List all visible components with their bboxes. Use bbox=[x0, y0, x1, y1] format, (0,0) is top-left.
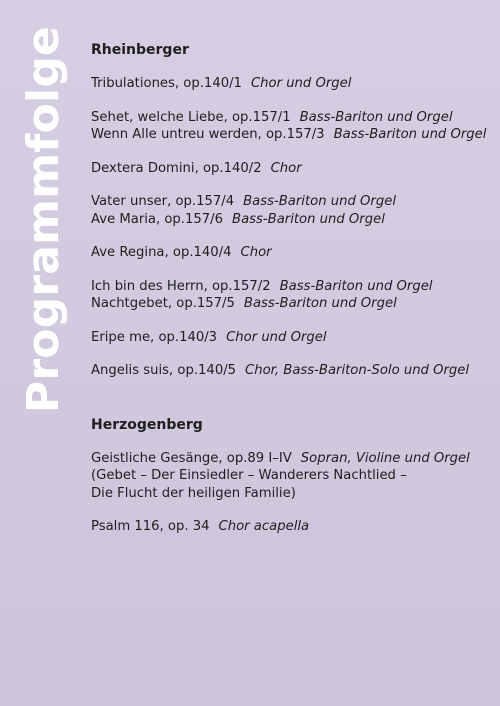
program-item bbox=[91, 362, 491, 380]
program-item bbox=[91, 126, 491, 144]
work-scoring: Bass-Bariton und Orgel bbox=[299, 109, 453, 125]
program-group bbox=[91, 278, 491, 313]
work-scoring: Chor und Orgel bbox=[250, 76, 352, 91]
program-group bbox=[91, 450, 491, 503]
program-item bbox=[91, 75, 491, 93]
work-scoring: Sopran, Violine und Orgel bbox=[300, 450, 470, 466]
program-group bbox=[91, 329, 491, 347]
work-title: Ave Maria, op.157/6 bbox=[91, 211, 224, 227]
program-group bbox=[91, 518, 491, 536]
work-title: Wenn Alle untreu werden, op.157/3 bbox=[91, 127, 325, 142]
program-item bbox=[91, 160, 491, 178]
program-item bbox=[91, 193, 491, 211]
work-scoring: Bass-Bariton und Orgel bbox=[243, 296, 397, 311]
program-group bbox=[91, 109, 491, 144]
program-item bbox=[91, 244, 491, 262]
work-scoring: Chor und Orgel bbox=[226, 329, 327, 345]
work-title: Ich bin des Herrn, op.157/2 bbox=[91, 278, 271, 294]
program-group bbox=[91, 160, 491, 178]
work-title: Sehet, welche Liebe, op.157/1 bbox=[91, 109, 291, 125]
program-item bbox=[91, 211, 491, 229]
work-title: Nachtgebet, op.157/5 bbox=[91, 296, 235, 311]
work-note: (Gebet – Der Einsiedler – Wanderers Nachtlied – bbox=[91, 468, 407, 483]
vertical-title-box bbox=[18, 25, 70, 414]
program-item bbox=[91, 295, 491, 313]
work-title: Geistliche Gesänge, op.89 I–IV bbox=[91, 450, 292, 466]
section-rheinberger bbox=[91, 41, 491, 380]
work-title: Psalm 116, op. 34 bbox=[91, 519, 210, 534]
work-title: Dextera Domini, op.140/2 bbox=[91, 160, 262, 176]
work-scoring: Chor acapella bbox=[218, 519, 310, 534]
program-group bbox=[91, 362, 491, 380]
work-title: Ave Regina, op.140/4 bbox=[91, 245, 232, 260]
program-item bbox=[91, 518, 491, 536]
work-scoring: Chor, Bass-Bariton-Solo und Orgel bbox=[245, 363, 470, 378]
vertical-title: Programmfolge bbox=[18, 25, 70, 414]
work-scoring: Bass-Bariton und Orgel bbox=[333, 127, 487, 142]
program-group bbox=[91, 193, 491, 228]
work-scoring: Chor bbox=[240, 245, 272, 260]
work-title: Angelis suis, op.140/5 bbox=[91, 363, 237, 378]
work-scoring: Bass-Bariton und Orgel bbox=[243, 194, 396, 209]
program-item bbox=[91, 109, 491, 127]
program-list bbox=[91, 41, 491, 536]
program-item bbox=[91, 278, 491, 296]
program-group bbox=[91, 244, 491, 262]
work-scoring: Chor bbox=[270, 160, 302, 176]
section-herzogenberg bbox=[91, 416, 491, 536]
work-title: Tribulationes, op.140/1 bbox=[91, 76, 242, 91]
program-group bbox=[91, 75, 491, 93]
work-scoring: Bass-Bariton und Orgel bbox=[232, 211, 385, 227]
composer-heading: Herzogenberg bbox=[91, 416, 203, 433]
work-title: Vater unser, op.157/4 bbox=[91, 194, 235, 209]
work-title: Eripe me, op.140/3 bbox=[91, 329, 218, 345]
program-item bbox=[91, 450, 491, 468]
composer-heading: Rheinberger bbox=[91, 42, 189, 58]
work-scoring: Bass-Bariton und Orgel bbox=[279, 278, 433, 294]
program-item bbox=[91, 329, 491, 347]
work-note: Die Flucht der heiligen Familie) bbox=[91, 485, 296, 501]
